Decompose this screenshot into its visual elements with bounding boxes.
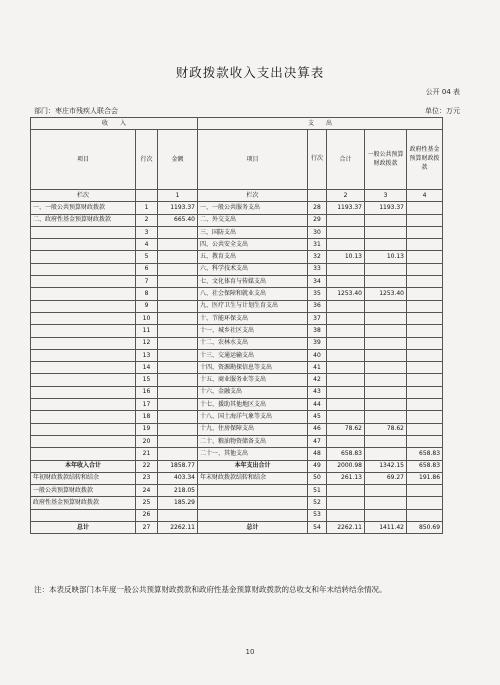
income-line-no: 12 — [136, 337, 158, 349]
income-item — [31, 349, 136, 361]
expense-line-no: 34 — [308, 276, 327, 288]
expense-total — [327, 312, 365, 324]
expense-general-budget: 1411.42 — [365, 522, 407, 534]
table-row — [31, 485, 443, 497]
table-body — [31, 202, 443, 534]
expense-item: 十七、援助其他地区支出 — [198, 399, 308, 411]
expense-total: 658.83 — [327, 448, 365, 460]
col-index-label: 栏次 — [31, 190, 136, 202]
expense-gov-fund — [407, 509, 443, 521]
income-line-no: 27 — [136, 522, 158, 534]
expense-item: 十一、城乡社区支出 — [198, 325, 308, 337]
expense-general-budget — [365, 300, 407, 312]
expense-item: 十六、金融支出 — [198, 386, 308, 398]
income-line-no: 23 — [136, 472, 158, 484]
table-row — [31, 522, 443, 534]
expense-total: 2262.11 — [327, 522, 365, 534]
income-item-header: 项目 — [31, 130, 136, 190]
table-row — [31, 337, 443, 349]
finance-table — [30, 117, 443, 534]
expense-total — [327, 386, 365, 398]
expense-line-no: 28 — [308, 202, 327, 214]
expense-gov-fund — [407, 497, 443, 509]
expense-item: 十八、国土海洋气象等支出 — [198, 411, 308, 423]
unit-label: 单位：万元 — [425, 107, 460, 115]
expense-item: 九、医疗卫生与计划生育支出 — [198, 300, 308, 312]
table-row — [31, 214, 443, 226]
expense-item: 七、文化体育与传媒支出 — [198, 276, 308, 288]
expense-general-budget: 78.62 — [365, 423, 407, 435]
table-row — [31, 263, 443, 275]
col-index-general: 3 — [365, 190, 407, 202]
expense-gov-fund — [407, 435, 443, 447]
income-amount — [158, 448, 198, 460]
expense-total: 261.13 — [327, 472, 365, 484]
table-row — [31, 448, 443, 460]
expense-total-header: 合计 — [327, 130, 365, 190]
income-line-no: 11 — [136, 325, 158, 337]
table-row — [31, 288, 443, 300]
expense-gov-fund — [407, 386, 443, 398]
expense-line-no: 39 — [308, 337, 327, 349]
expense-line-no: 38 — [308, 325, 327, 337]
income-amount — [158, 226, 198, 238]
income-line-no: 9 — [136, 300, 158, 312]
table-row — [31, 300, 443, 312]
income-item — [31, 386, 136, 398]
expense-line-no: 44 — [308, 399, 327, 411]
income-amount: 403.34 — [158, 472, 198, 484]
expense-line-no: 45 — [308, 411, 327, 423]
table-row — [31, 362, 443, 374]
expense-item: 四、公共安全支出 — [198, 239, 308, 251]
expense-general-budget: 69.27 — [365, 472, 407, 484]
expense-gov-fund: 191.86 — [407, 472, 443, 484]
expense-item: 十、节能环保支出 — [198, 312, 308, 324]
income-item — [31, 300, 136, 312]
income-item — [31, 312, 136, 324]
income-item: 一般公共预算财政拨款 — [31, 485, 136, 497]
table-row — [31, 226, 443, 238]
income-line-no: 19 — [136, 423, 158, 435]
expense-line-no: 43 — [308, 386, 327, 398]
expense-general-budget — [365, 214, 407, 226]
expense-total — [327, 337, 365, 349]
income-amount: 185.29 — [158, 497, 198, 509]
expense-gov-fund — [407, 251, 443, 263]
income-item: 总计 — [31, 522, 136, 534]
form-number: 公开 04 表 — [425, 88, 460, 96]
expense-gov-fund: 850.69 — [407, 522, 443, 534]
income-item — [31, 411, 136, 423]
expense-general-budget — [365, 435, 407, 447]
table-row — [31, 386, 443, 398]
expense-total — [327, 325, 365, 337]
income-line-no: 15 — [136, 374, 158, 386]
income-item — [31, 399, 136, 411]
income-amount — [158, 509, 198, 521]
expense-general-budget — [365, 411, 407, 423]
expense-gov-fund — [407, 374, 443, 386]
income-line-no: 22 — [136, 460, 158, 472]
income-line-no: 20 — [136, 435, 158, 447]
expense-total — [327, 226, 365, 238]
income-item — [31, 276, 136, 288]
table-row — [31, 472, 443, 484]
expense-header: 支 出 — [198, 118, 443, 130]
expense-gov-fund — [407, 226, 443, 238]
expense-item: 十二、农林水支出 — [198, 337, 308, 349]
expense-general-budget — [365, 312, 407, 324]
income-line-no: 16 — [136, 386, 158, 398]
expense-item: 十九、住房保障支出 — [198, 423, 308, 435]
expense-gov-fund — [407, 276, 443, 288]
expense-general-budget — [365, 386, 407, 398]
expense-item — [198, 497, 308, 509]
income-amount: 665.40 — [158, 214, 198, 226]
income-line-no: 5 — [136, 251, 158, 263]
income-amount — [158, 263, 198, 275]
expense-item: 八、社会保障和就业支出 — [198, 288, 308, 300]
income-line-no: 18 — [136, 411, 158, 423]
expense-item — [198, 509, 308, 521]
income-amount — [158, 239, 198, 251]
table-row — [31, 374, 443, 386]
income-amount-header: 金额 — [158, 130, 198, 190]
table-row — [31, 399, 443, 411]
income-line-no: 26 — [136, 509, 158, 521]
income-line-no: 25 — [136, 497, 158, 509]
expense-line-no: 41 — [308, 362, 327, 374]
table-row — [31, 497, 443, 509]
expense-general-budget — [365, 448, 407, 460]
expense-gov-fund — [407, 288, 443, 300]
expense-item — [198, 485, 308, 497]
income-amount — [158, 337, 198, 349]
income-amount — [158, 435, 198, 447]
expense-total: 1253.40 — [327, 288, 365, 300]
income-line-no: 13 — [136, 349, 158, 361]
expense-total — [327, 497, 365, 509]
income-item — [31, 435, 136, 447]
expense-gov-fund — [407, 337, 443, 349]
expense-total — [327, 349, 365, 361]
income-item: 一、一般公共预算财政拨款 — [31, 202, 136, 214]
expense-gov-fund — [407, 485, 443, 497]
table-row — [31, 509, 443, 521]
expense-line-no: 29 — [308, 214, 327, 226]
expense-item: 六、科学技术支出 — [198, 263, 308, 275]
expense-line-no: 53 — [308, 509, 327, 521]
expense-line-no: 51 — [308, 485, 327, 497]
expense-gov-fund — [407, 214, 443, 226]
expense-gov-fund — [407, 263, 443, 275]
expense-item: 一、一般公共服务支出 — [198, 202, 308, 214]
expense-gov-fund — [407, 239, 443, 251]
expense-general-budget — [365, 276, 407, 288]
income-line-no: 1 — [136, 202, 158, 214]
table-row — [31, 411, 443, 423]
expense-general-budget — [365, 497, 407, 509]
department-label: 部门：枣庄市残疾人联合会 — [34, 107, 118, 115]
expense-line-no: 49 — [308, 460, 327, 472]
income-line-no: 6 — [136, 263, 158, 275]
income-line-no: 17 — [136, 399, 158, 411]
expense-item: 二十、粮油物资储备支出 — [198, 435, 308, 447]
col-index-amount: 1 — [158, 190, 198, 202]
general-budget-header: 一般公共预算财政拨款 — [365, 130, 407, 190]
income-amount — [158, 251, 198, 263]
income-amount — [158, 411, 198, 423]
expense-general-budget — [365, 337, 407, 349]
income-item — [31, 325, 136, 337]
expense-gov-fund — [407, 202, 443, 214]
income-header: 收 入 — [31, 118, 198, 130]
expense-total — [327, 300, 365, 312]
income-line-no: 10 — [136, 312, 158, 324]
income-amount: 1193.37 — [158, 202, 198, 214]
expense-line-no: 35 — [308, 288, 327, 300]
income-amount — [158, 276, 198, 288]
expense-general-budget — [365, 325, 407, 337]
expense-general-budget — [365, 399, 407, 411]
col-index-fund: 4 — [407, 190, 443, 202]
income-item: 二、政府性基金预算财政拨款 — [31, 214, 136, 226]
table-row — [31, 202, 443, 214]
expense-item: 三、国防支出 — [198, 226, 308, 238]
expense-total — [327, 411, 365, 423]
income-line-no: 14 — [136, 362, 158, 374]
expense-item: 年末财政拨款结转和结余 — [198, 472, 308, 484]
income-line-no: 21 — [136, 448, 158, 460]
table-row — [31, 423, 443, 435]
income-item — [31, 337, 136, 349]
income-item — [31, 423, 136, 435]
income-item — [31, 288, 136, 300]
expense-line-no: 54 — [308, 522, 327, 534]
expense-item: 二十一、其他支出 — [198, 448, 308, 460]
expense-gov-fund: 658.83 — [407, 460, 443, 472]
expense-line-no: 52 — [308, 497, 327, 509]
expense-total: 1193.37 — [327, 202, 365, 214]
income-amount — [158, 423, 198, 435]
income-amount: 1858.77 — [158, 460, 198, 472]
income-amount — [158, 374, 198, 386]
income-item — [31, 251, 136, 263]
income-item: 年初财政拨款结转和结余 — [31, 472, 136, 484]
expense-total: 10.13 — [327, 251, 365, 263]
income-amount — [158, 349, 198, 361]
expense-total — [327, 276, 365, 288]
expense-gov-fund — [407, 423, 443, 435]
expense-item: 十五、商业服务业等支出 — [198, 374, 308, 386]
income-line-no: 3 — [136, 226, 158, 238]
table-row — [31, 435, 443, 447]
income-item: 政府性基金预算财政拨款 — [31, 497, 136, 509]
income-item — [31, 239, 136, 251]
expense-total: 78.62 — [327, 423, 365, 435]
income-amount — [158, 399, 198, 411]
col-index-blank — [136, 190, 158, 202]
table-row — [31, 349, 443, 361]
expense-gov-fund — [407, 362, 443, 374]
table-row — [31, 460, 443, 472]
income-amount — [158, 325, 198, 337]
expense-general-budget — [365, 239, 407, 251]
expense-line-no: 31 — [308, 239, 327, 251]
expense-item-header: 项目 — [198, 130, 308, 190]
gov-fund-header: 政府性基金预算财政拨款 — [407, 130, 443, 190]
expense-line-no: 36 — [308, 300, 327, 312]
expense-item: 总计 — [198, 522, 308, 534]
table-row — [31, 251, 443, 263]
expense-total — [327, 374, 365, 386]
expense-total — [327, 362, 365, 374]
expense-total — [327, 263, 365, 275]
col-index-total: 2 — [327, 190, 365, 202]
expense-general-budget: 1253.40 — [365, 288, 407, 300]
expense-item: 二、外交支出 — [198, 214, 308, 226]
col-index-exp-label: 栏次 — [198, 190, 308, 202]
expense-total — [327, 435, 365, 447]
expense-general-budget — [365, 362, 407, 374]
expense-line-no: 42 — [308, 374, 327, 386]
income-amount: 2262.11 — [158, 522, 198, 534]
expense-line-no: 32 — [308, 251, 327, 263]
expense-item: 五、教育支出 — [198, 251, 308, 263]
expense-general-budget — [365, 263, 407, 275]
table-row — [31, 276, 443, 288]
expense-general-budget: 1342.15 — [365, 460, 407, 472]
expense-item: 十四、资源勘探信息等支出 — [198, 362, 308, 374]
footnote: 注：本表反映部门本年度一般公共预算财政拨款和政府性基金预算财政拨款的总收支和年末结转结余情况。 — [34, 585, 387, 594]
expense-line-no: 40 — [308, 349, 327, 361]
income-amount: 218.05 — [158, 485, 198, 497]
expense-total — [327, 399, 365, 411]
expense-line-header: 行次 — [308, 130, 327, 190]
expense-item: 本年支出合计 — [198, 460, 308, 472]
expense-line-no: 30 — [308, 226, 327, 238]
expense-general-budget — [365, 485, 407, 497]
expense-item: 十三、交通运输支出 — [198, 349, 308, 361]
expense-gov-fund — [407, 312, 443, 324]
table-row — [31, 312, 443, 324]
expense-gov-fund — [407, 300, 443, 312]
page-number: 10 — [245, 648, 255, 656]
income-item — [31, 509, 136, 521]
table-row — [31, 239, 443, 251]
expense-line-no: 37 — [308, 312, 327, 324]
expense-gov-fund — [407, 411, 443, 423]
expense-line-no: 46 — [308, 423, 327, 435]
income-item — [31, 226, 136, 238]
income-line-no: 4 — [136, 239, 158, 251]
expense-line-no: 47 — [308, 435, 327, 447]
expense-total — [327, 485, 365, 497]
expense-total — [327, 214, 365, 226]
income-item — [31, 374, 136, 386]
income-amount — [158, 362, 198, 374]
expense-gov-fund — [407, 325, 443, 337]
expense-general-budget: 10.13 — [365, 251, 407, 263]
col-index-blank — [308, 190, 327, 202]
document-title: 财政拨款收入支出决算表 — [175, 65, 325, 80]
expense-gov-fund — [407, 349, 443, 361]
expense-gov-fund: 658.83 — [407, 448, 443, 460]
expense-general-budget: 1193.37 — [365, 202, 407, 214]
expense-line-no: 50 — [308, 472, 327, 484]
expense-general-budget — [365, 374, 407, 386]
income-line-header: 行次 — [136, 130, 158, 190]
income-line-no: 8 — [136, 288, 158, 300]
income-line-no: 2 — [136, 214, 158, 226]
income-amount — [158, 288, 198, 300]
expense-total: 2000.98 — [327, 460, 365, 472]
table-row — [31, 325, 443, 337]
expense-total — [327, 239, 365, 251]
income-amount — [158, 386, 198, 398]
income-line-no: 24 — [136, 485, 158, 497]
income-amount — [158, 300, 198, 312]
expense-general-budget — [365, 226, 407, 238]
expense-total — [327, 509, 365, 521]
income-item — [31, 362, 136, 374]
expense-gov-fund — [407, 399, 443, 411]
expense-general-budget — [365, 509, 407, 521]
expense-line-no: 48 — [308, 448, 327, 460]
income-item: 本年收入合计 — [31, 460, 136, 472]
income-amount — [158, 312, 198, 324]
expense-general-budget — [365, 349, 407, 361]
income-item — [31, 448, 136, 460]
income-line-no: 7 — [136, 276, 158, 288]
income-item — [31, 263, 136, 275]
expense-line-no: 33 — [308, 263, 327, 275]
